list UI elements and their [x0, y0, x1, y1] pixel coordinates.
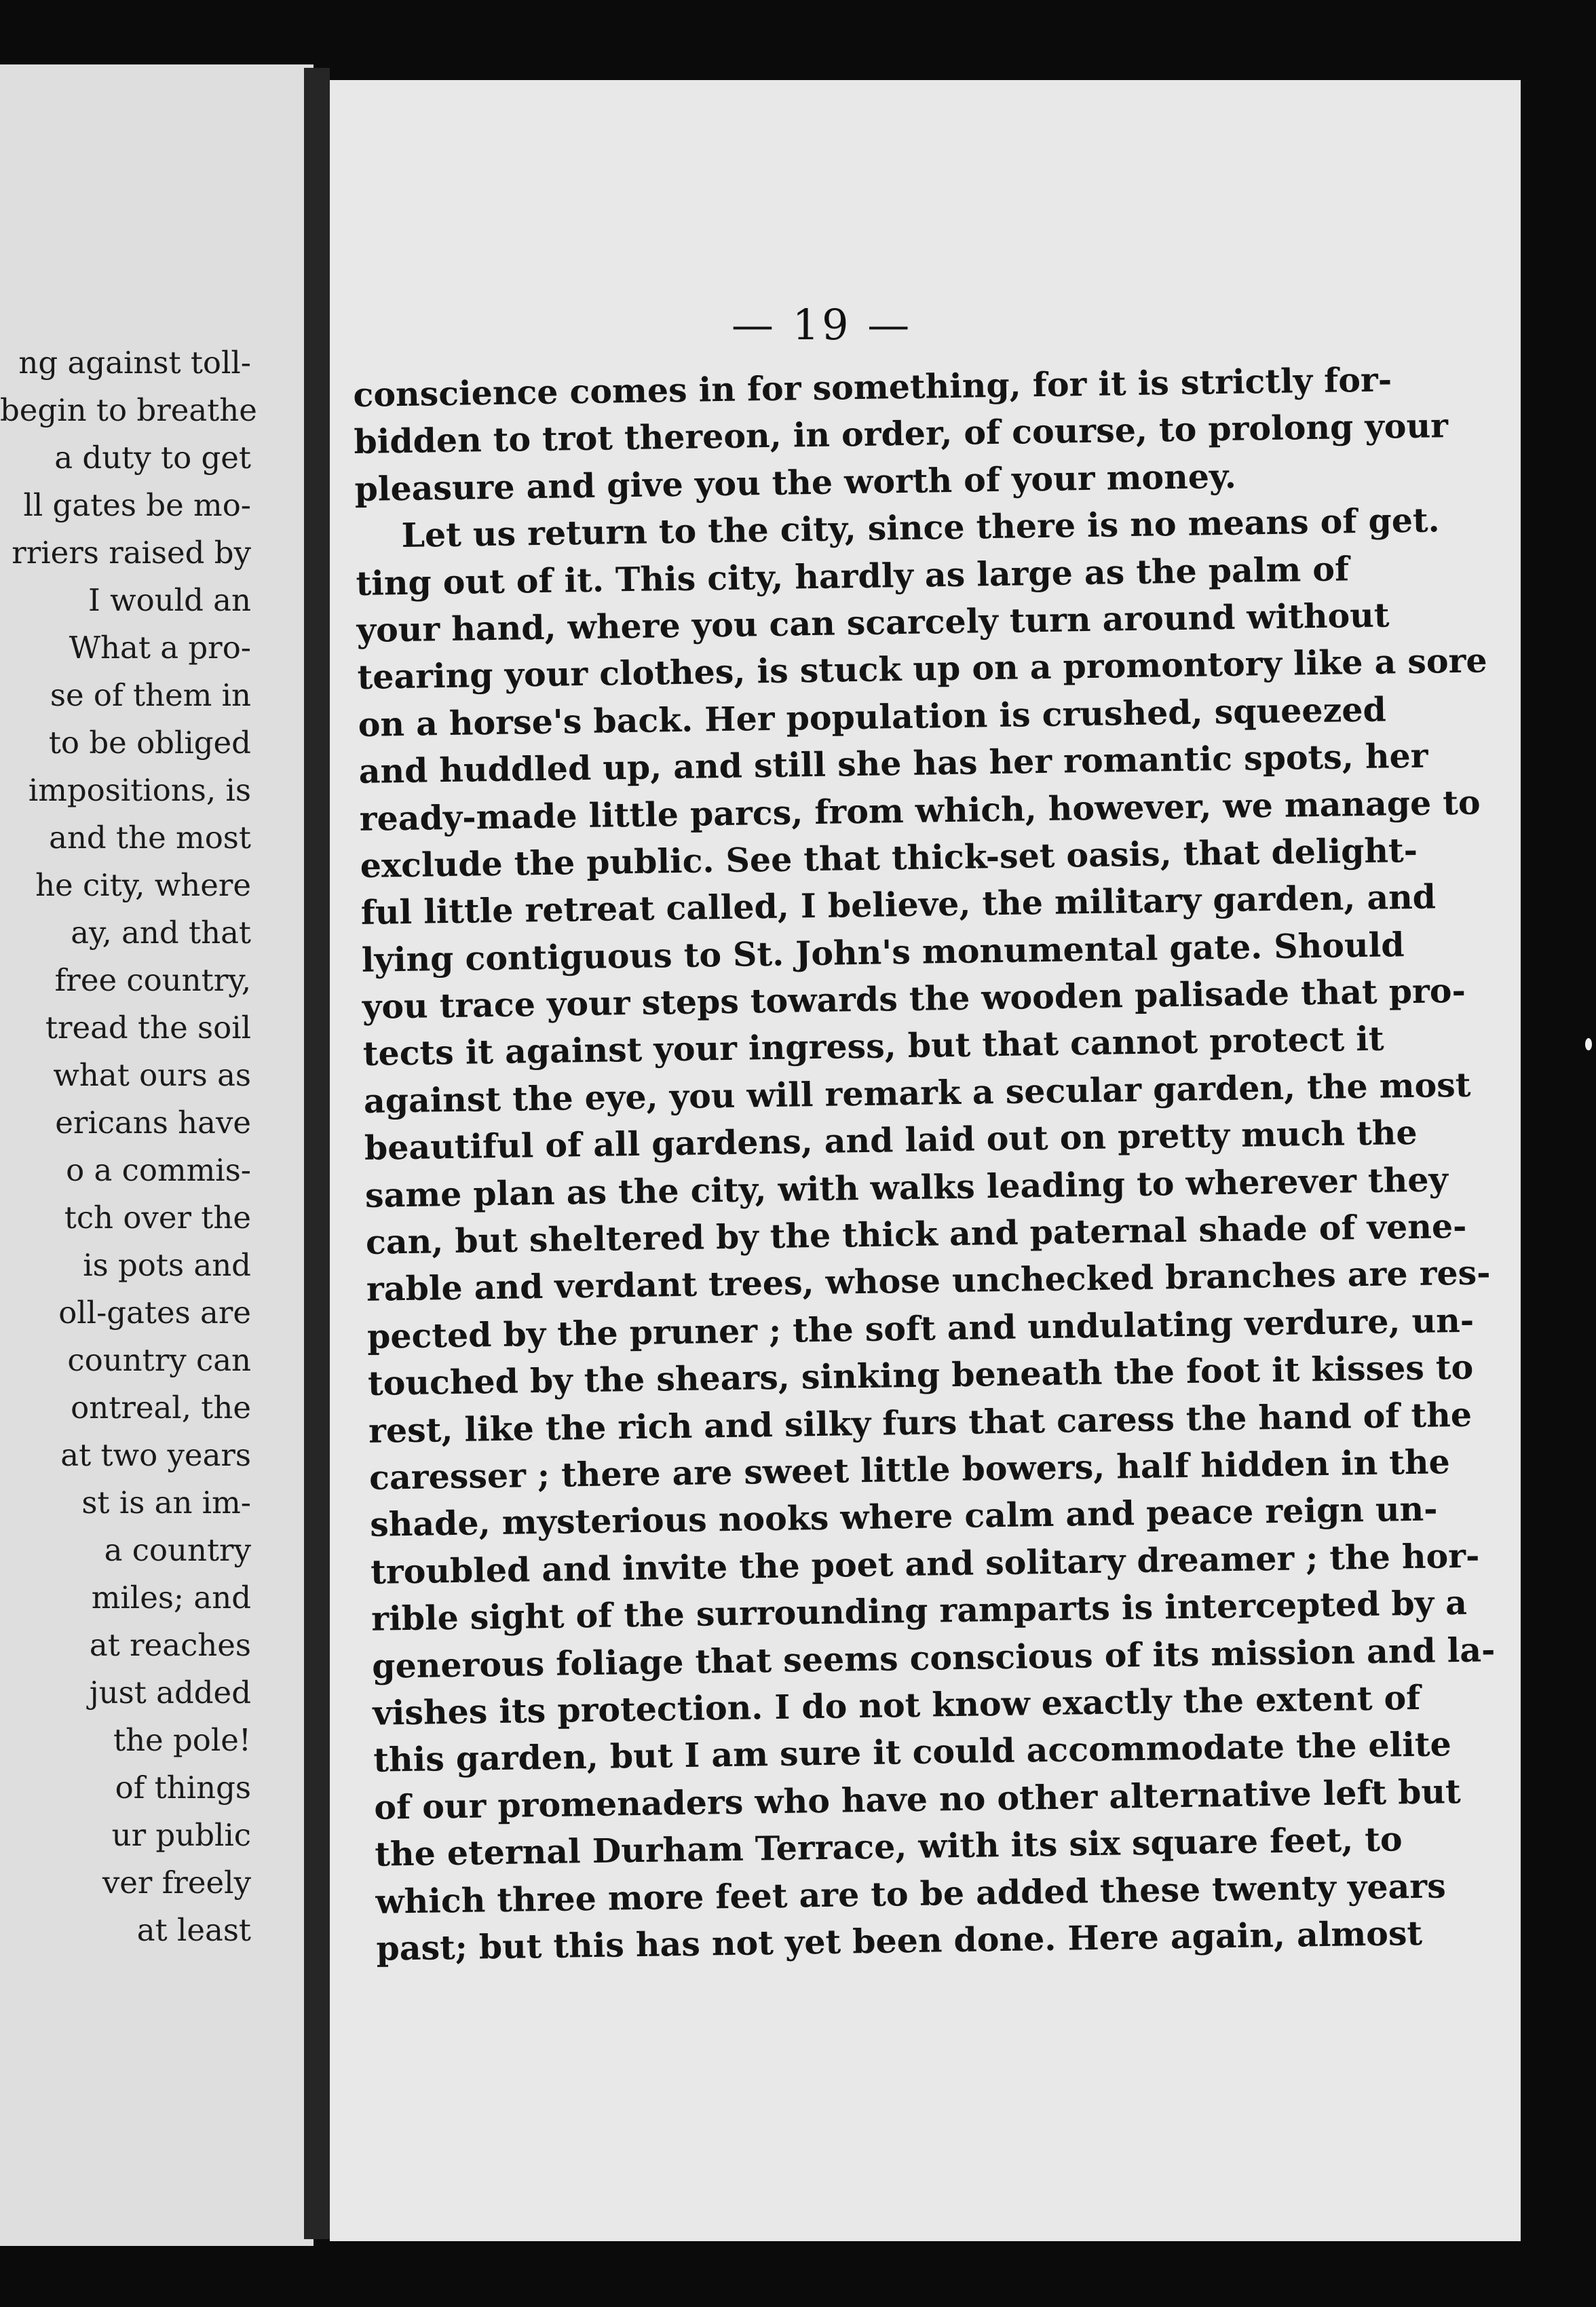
left-page-fragment: [0, 64, 314, 2246]
left-page-line: ay, and that: [71, 915, 251, 951]
left-page-line: what ours as: [53, 1057, 251, 1093]
text-line: touched by the shears, sinking beneath the foot it kisses to: [367, 1347, 1474, 1404]
left-page-line: at two years: [60, 1437, 251, 1473]
left-page-line: just added: [89, 1675, 251, 1711]
text-line: rest, like the rich and silky furs that caress the hand of the: [368, 1394, 1472, 1451]
left-page-line: the pole!: [113, 1722, 251, 1758]
text-line: caresser ; there are sweet little bowers, half hidden in the: [368, 1442, 1451, 1498]
left-page-line: ontreal, the: [71, 1390, 251, 1426]
left-page-line: tread the soil: [45, 1010, 251, 1046]
left-page-line: he city, where: [35, 867, 251, 903]
text-line: and huddled up, and still she has her romantic spots, her: [358, 736, 1428, 792]
text-line: vishes its protection. I do not know exactly the extent of: [372, 1677, 1421, 1733]
scan-speck: [1585, 1038, 1592, 1050]
left-page-line: at reaches: [89, 1627, 251, 1663]
left-page-line: begin to breathe: [0, 392, 257, 428]
text-line: tects it against your ingress, but that cannot protect it: [362, 1019, 1384, 1074]
left-page-line: st is an im-: [81, 1485, 251, 1521]
left-page-line: I would an: [88, 582, 251, 618]
text-line: Let us return to the city, since there is no means of get.: [401, 500, 1441, 556]
text-line: rible sight of the surrounding ramparts is intercepted by a: [370, 1583, 1468, 1639]
left-page-line: and the most: [49, 820, 251, 856]
text-line: generous foliage that seems conscious of its mission and la-: [371, 1629, 1496, 1686]
left-page-line: ericans have: [55, 1105, 251, 1141]
text-line: lying contiguous to St. John's monumental gate. Should: [361, 924, 1405, 980]
text-line: conscience comes in for something, for it is strictly for-: [353, 360, 1392, 415]
left-page-line: ur public: [111, 1817, 251, 1853]
left-page-line: o a commis-: [66, 1152, 251, 1188]
text-line: ready-made little parcs, from which, however, we manage to: [359, 782, 1481, 839]
left-page-line: is pots and: [83, 1247, 251, 1283]
left-page-line: oll-gates are: [58, 1295, 251, 1331]
text-line: bidden to trot thereon, in order, of course, to prolong your: [354, 406, 1449, 462]
text-line: pleasure and give you the worth of your money.: [354, 456, 1237, 509]
text-line: tearing your clothes, is stuck up on a promontory like a sore: [357, 641, 1487, 698]
left-page-line: se of them in: [50, 677, 251, 713]
left-page-line: of things: [115, 1770, 251, 1806]
page-body-text: [353, 358, 1496, 1972]
text-line: beautiful of all gardens, and laid out on pretty much the: [364, 1113, 1418, 1168]
text-line: rable and verdant trees, whose unchecked branches are res-: [366, 1253, 1491, 1310]
left-page-line: a duty to get: [54, 440, 251, 476]
left-page-line: ng against toll-: [18, 345, 251, 381]
left-page-line: ver freely: [102, 1865, 251, 1901]
left-page-line: country can: [67, 1342, 251, 1378]
page-gutter: [304, 68, 330, 2239]
left-page-line: at least: [136, 1912, 251, 1948]
left-page-line: tch over the: [64, 1200, 251, 1236]
text-line: can, but sheltered by the thick and paternal shade of vene-: [365, 1206, 1467, 1262]
text-line: you trace your steps towards the wooden palisade that pro-: [362, 970, 1466, 1027]
text-line: past; but this has not yet been done. Here again, almost: [376, 1913, 1423, 1968]
text-line: which three more feet are to be added these twenty years: [375, 1865, 1447, 1922]
text-line: against the eye, you will remark a secular garden, the most: [363, 1065, 1471, 1121]
left-page-line: a country: [104, 1532, 251, 1568]
left-page-line: rriers raised by: [12, 535, 251, 571]
text-line: troubled and invite the poet and solitary dreamer ; the hor-: [370, 1536, 1480, 1592]
left-page-line: ll gates be mo-: [23, 487, 251, 523]
text-line: exclude the public. See that thick-set oasis, that delight-: [360, 830, 1418, 885]
left-page-line: to be obliged: [48, 725, 251, 761]
left-page-line: impositions, is: [28, 772, 251, 808]
text-line: on a horse's back. Her population is crushed, squeezed: [358, 689, 1387, 744]
text-line: this garden, but I am sure it could accommodate the elite: [373, 1724, 1452, 1780]
text-line: pected by the pruner ; the soft and undulating verdure, un-: [366, 1300, 1475, 1356]
text-line: same plan as the city, with walks leading to wherever they: [364, 1159, 1449, 1215]
left-page-line: miles; and: [91, 1580, 251, 1616]
text-line: of our promenaders who have no other alternative left but: [373, 1771, 1462, 1827]
page-number: — 19 —: [732, 300, 913, 349]
text-line: the eternal Durham Terrace, with its six square feet, to: [374, 1819, 1403, 1874]
text-line: your hand, where you can scarcely turn around without: [356, 595, 1390, 650]
left-page-line: What a pro-: [69, 630, 251, 666]
text-line: ting out of it. This city, hardly as large as the palm of: [356, 548, 1350, 603]
text-line: shade, mysterious nooks where calm and peace reign un-: [369, 1489, 1438, 1545]
left-page-line: free country,: [54, 962, 251, 998]
text-line: ful little retreat called, I believe, the military garden, and: [360, 877, 1437, 933]
